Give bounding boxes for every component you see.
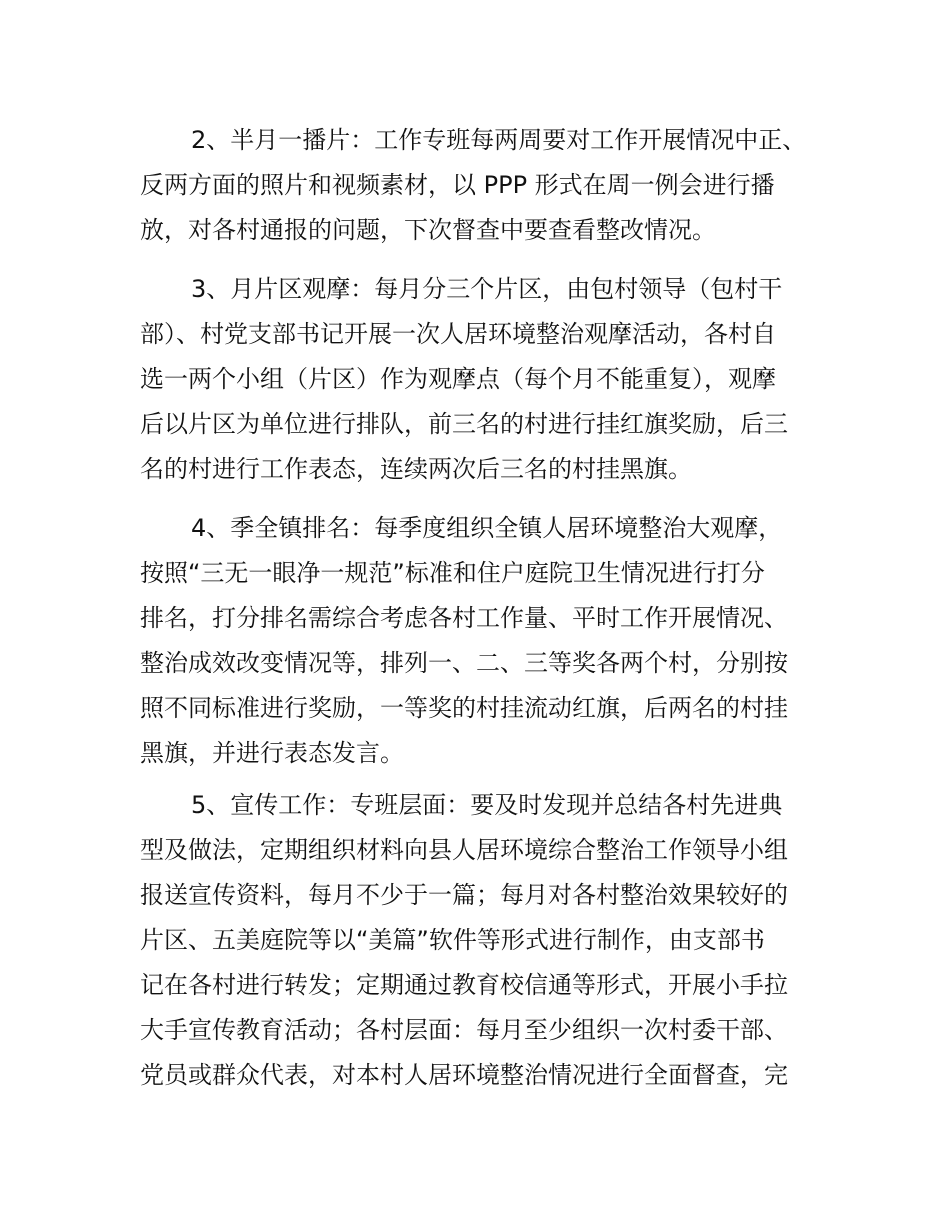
text-line: 放，对各村通报的问题，下次督查中要查看整改情况。 <box>140 216 716 244</box>
paragraph-half-month-broadcast <box>140 118 820 253</box>
text-line: 排名，打分排名需综合考虑各村工作量、平时工作开展情况、 <box>140 604 788 632</box>
text-line: 记在各村进行转发；定期通过教育校信通等形式，开展小手拉 <box>140 971 788 999</box>
text-line: 报送宣传资料，每月不少于一篇；每月对各村整治效果较好的 <box>140 881 788 909</box>
text-line: 黑旗，并进行表态发言。 <box>140 739 404 767</box>
paragraph-publicity-work <box>140 783 820 1098</box>
text-line: 2、半月一播片：工作专班每两周要对工作开展情况中正、 <box>191 126 807 154</box>
text-line: 大手宣传教育活动；各村层面：每月至少组织一次村委干部、 <box>140 1016 788 1044</box>
text-line: 3、月片区观摩：每月分三个片区，由包村领导（包村干 <box>191 275 783 303</box>
text-line: 按照“三无一眼净一规范”标准和住户庭院卫生情况进行打分 <box>140 559 765 587</box>
text-line: 片区、五美庭院等以“美篇”软件等形式进行制作，由支部书 <box>140 926 765 954</box>
text-line: 选一两个小组（片区）作为观摩点（每个月不能重复），观摩 <box>140 365 776 393</box>
text-line: 名的村进行工作表态，连续两次后三名的村挂黑旗。 <box>140 455 692 483</box>
text-line: 后以片区为单位进行排队，前三名的村进行挂红旗奖励，后三 <box>140 410 788 438</box>
text-line: 党员或群众代表，对本村人居环境整治情况进行全面督查，完 <box>140 1061 788 1089</box>
text-line: 整治成效改变情况等，排列一、二、三等奖各两个村，分别按 <box>140 649 788 677</box>
text-line: 反两方面的照片和视频素材，以 PPP 形式在周一例会进行播 <box>140 171 775 199</box>
paragraph-quarterly-ranking <box>140 506 820 776</box>
text-line: 部）、村党支部书记开展一次人居环境整治观摩活动，各村自 <box>140 320 776 348</box>
text-line: 4、季全镇排名：每季度组织全镇人居环境整治大观摩， <box>191 514 783 542</box>
text-line: 型及做法，定期组织材料向县人居环境综合整治工作领导小组 <box>140 836 788 864</box>
paragraph-monthly-observation <box>140 267 820 492</box>
text-line: 照不同标准进行奖励，一等奖的村挂流动红旗，后两名的村挂 <box>140 694 788 722</box>
text-line: 5、宣传工作：专班层面：要及时发现并总结各村先进典 <box>191 791 783 819</box>
